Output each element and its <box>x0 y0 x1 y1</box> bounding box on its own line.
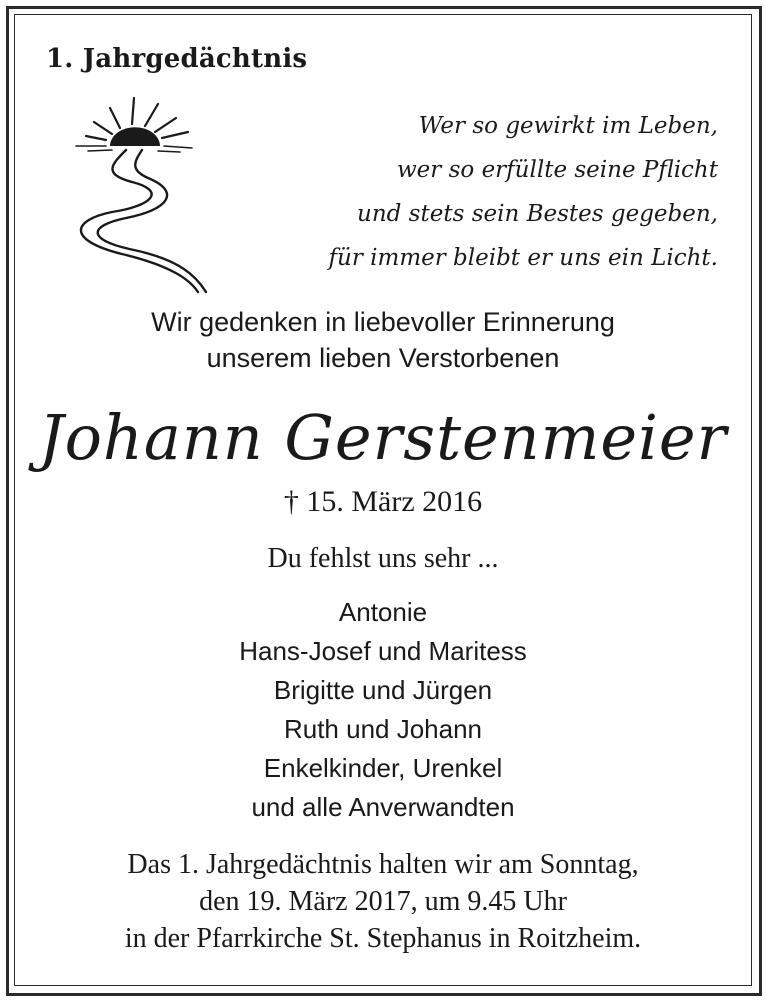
service-line: Das 1. Jahrgedächtnis halten wir am Sonntag, <box>127 849 639 880</box>
family-member: Brigitte und Jürgen <box>273 675 493 705</box>
service-line: in der Pfarrkirche St. Stephanus in Roitzheim. <box>124 923 642 954</box>
intro-text <box>20 304 746 376</box>
poem-line: Wer so gewirkt im Leben, <box>418 113 718 139</box>
miss-line: Du fehlst uns sehr ... <box>267 543 499 574</box>
family-member: Enkelkinder, Urenkel <box>263 753 503 783</box>
service-line: den 19. März 2017, um 9.45 Uhr <box>199 886 567 917</box>
poem-line: für immer bleibt er uns ein Licht. <box>328 245 718 271</box>
family-member: Hans-Josef und Maritess <box>239 636 527 666</box>
family-list <box>20 593 746 827</box>
family-member: Antonie <box>338 597 428 627</box>
deceased-name: Johann Gerstenmeier <box>38 401 728 474</box>
service-announcement <box>20 846 746 957</box>
intro-line: Wir gedenken in liebevoller Erinnerung <box>151 307 615 337</box>
family-member: Ruth und Johann <box>283 714 483 744</box>
family-member: und alle Anverwandten <box>251 792 515 822</box>
sunset-path-icon <box>72 94 212 294</box>
intro-line: unserem lieben Verstorbenen <box>206 343 560 373</box>
poem-line: und stets sein Bestes gegeben, <box>357 201 718 227</box>
notice-heading: 1. Jahrgedächtnis <box>46 44 308 74</box>
poem-line: wer so erfüllte seine Pflicht <box>397 157 718 183</box>
memorial-poem <box>278 104 718 280</box>
death-date: † 15. März 2016 <box>283 485 483 518</box>
